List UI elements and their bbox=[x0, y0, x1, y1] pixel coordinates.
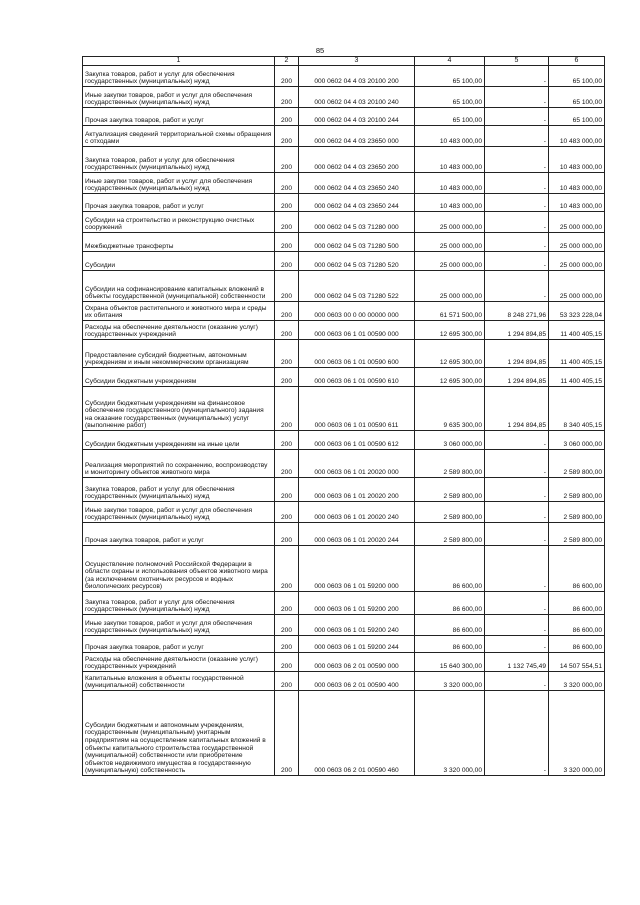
row-line-code: 200 bbox=[275, 387, 299, 431]
row-budget-code: 000 0603 06 1 01 00590 610 bbox=[299, 368, 415, 387]
row-approved: 2 589 800,00 bbox=[415, 478, 485, 502]
row-executed: - bbox=[485, 194, 549, 212]
table-row bbox=[83, 302, 605, 321]
row-name: Субсидии на софинансирование капитальных вложений в объекты государственной (муниципальной) собственности bbox=[83, 271, 275, 302]
row-name: Расходы на обеспечение деятельности (оказание услуг) государственных учреждений bbox=[83, 653, 275, 672]
row-remaining: 2 589 800,00 bbox=[549, 450, 605, 478]
table-row bbox=[83, 252, 605, 271]
row-line-code: 200 bbox=[275, 653, 299, 672]
row-line-code: 200 bbox=[275, 691, 299, 776]
row-budget-code: 000 0603 06 1 01 20020 200 bbox=[299, 478, 415, 502]
row-budget-code: 000 0602 04 4 03 20100 244 bbox=[299, 108, 415, 126]
table-row bbox=[83, 194, 605, 212]
header-cell-6: 6 bbox=[549, 57, 605, 66]
row-approved: 65 100,00 bbox=[415, 66, 485, 87]
row-name: Прочая закупка товаров, работ и услуг bbox=[83, 194, 275, 212]
row-line-code: 200 bbox=[275, 592, 299, 615]
header-cell-5: 5 bbox=[485, 57, 549, 66]
row-executed: - bbox=[485, 523, 549, 546]
row-budget-code: 000 0603 06 1 01 00590 600 bbox=[299, 340, 415, 368]
row-name: Прочая закупка товаров, работ и услуг bbox=[83, 108, 275, 126]
row-approved: 12 695 300,00 bbox=[415, 321, 485, 340]
row-remaining: 10 483 000,00 bbox=[549, 173, 605, 194]
row-approved: 12 695 300,00 bbox=[415, 340, 485, 368]
row-approved: 25 000 000,00 bbox=[415, 212, 485, 233]
row-remaining: 2 589 800,00 bbox=[549, 523, 605, 546]
row-remaining: 25 000 000,00 bbox=[549, 233, 605, 252]
row-approved: 86 600,00 bbox=[415, 546, 485, 592]
row-approved: 10 483 000,00 bbox=[415, 126, 485, 147]
row-budget-code: 000 0603 06 1 01 59200 200 bbox=[299, 592, 415, 615]
row-approved: 2 589 800,00 bbox=[415, 502, 485, 523]
row-approved: 15 640 300,00 bbox=[415, 653, 485, 672]
row-name: Прочая закупка товаров, работ и услуг bbox=[83, 636, 275, 653]
row-line-code: 200 bbox=[275, 450, 299, 478]
row-approved: 65 100,00 bbox=[415, 87, 485, 108]
row-budget-code: 000 0602 04 4 03 20100 200 bbox=[299, 66, 415, 87]
row-budget-code: 000 0603 06 2 01 00590 460 bbox=[299, 691, 415, 776]
table-row bbox=[83, 615, 605, 636]
table-row bbox=[83, 212, 605, 233]
row-line-code: 200 bbox=[275, 431, 299, 450]
row-budget-code: 000 0603 06 1 01 00590 611 bbox=[299, 387, 415, 431]
row-approved: 65 100,00 bbox=[415, 108, 485, 126]
row-budget-code: 000 0603 06 2 01 00590 400 bbox=[299, 672, 415, 691]
table-row bbox=[83, 478, 605, 502]
row-approved: 2 589 800,00 bbox=[415, 523, 485, 546]
table-row bbox=[83, 147, 605, 173]
row-remaining: 8 340 405,15 bbox=[549, 387, 605, 431]
row-remaining: 25 000 000,00 bbox=[549, 252, 605, 271]
row-approved: 3 320 000,00 bbox=[415, 672, 485, 691]
row-budget-code: 000 0603 00 0 00 00000 000 bbox=[299, 302, 415, 321]
header-cell-1: 1 bbox=[83, 57, 275, 66]
row-approved: 12 695 300,00 bbox=[415, 368, 485, 387]
row-line-code: 200 bbox=[275, 340, 299, 368]
row-approved: 9 635 300,00 bbox=[415, 387, 485, 431]
row-remaining: 65 100,00 bbox=[549, 108, 605, 126]
row-remaining: 2 589 800,00 bbox=[549, 478, 605, 502]
row-line-code: 200 bbox=[275, 66, 299, 87]
row-line-code: 200 bbox=[275, 252, 299, 271]
row-budget-code: 000 0603 06 1 01 59200 244 bbox=[299, 636, 415, 653]
row-budget-code: 000 0602 04 4 03 20100 240 bbox=[299, 87, 415, 108]
row-name: Иные закупки товаров, работ и услуг для обеспечения государственных (муниципальных) нужд bbox=[83, 87, 275, 108]
row-name: Межбюджетные трансферты bbox=[83, 233, 275, 252]
row-name: Прочая закупка товаров, работ и услуг bbox=[83, 523, 275, 546]
row-executed: - bbox=[485, 212, 549, 233]
row-approved: 10 483 000,00 bbox=[415, 147, 485, 173]
page-number: 85 bbox=[315, 46, 325, 55]
row-budget-code: 000 0602 04 4 03 23650 244 bbox=[299, 194, 415, 212]
table-row bbox=[83, 368, 605, 387]
row-line-code: 200 bbox=[275, 212, 299, 233]
row-approved: 61 571 500,00 bbox=[415, 302, 485, 321]
row-name: Закупка товаров, работ и услуг для обеспечения государственных (муниципальных) нужд bbox=[83, 592, 275, 615]
header-cell-3: 3 bbox=[299, 57, 415, 66]
table-row bbox=[83, 126, 605, 147]
row-remaining: 3 320 000,00 bbox=[549, 672, 605, 691]
row-approved: 86 600,00 bbox=[415, 636, 485, 653]
row-executed: - bbox=[485, 126, 549, 147]
row-line-code: 200 bbox=[275, 478, 299, 502]
table-row bbox=[83, 691, 605, 776]
row-name: Реализация мероприятий по сохранению, воспроизводству и мониторингу объектов животного мира bbox=[83, 450, 275, 478]
row-line-code: 200 bbox=[275, 147, 299, 173]
row-budget-code: 000 0603 06 1 01 20020 240 bbox=[299, 502, 415, 523]
row-budget-code: 000 0603 06 1 01 00590 612 bbox=[299, 431, 415, 450]
row-budget-code: 000 0603 06 2 01 00590 000 bbox=[299, 653, 415, 672]
row-remaining: 65 100,00 bbox=[549, 66, 605, 87]
table-row bbox=[83, 340, 605, 368]
row-budget-code: 000 0603 06 1 01 59200 240 bbox=[299, 615, 415, 636]
row-line-code: 200 bbox=[275, 502, 299, 523]
row-line-code: 200 bbox=[275, 302, 299, 321]
row-name: Субсидии бюджетным учреждениям на финансовое обеспечение государственного (муниципального) задания на оказание государственных (муниципальных) услуг (выполнение работ) bbox=[83, 387, 275, 431]
row-executed: - bbox=[485, 636, 549, 653]
row-name: Осуществление полномочий Российской Федерации в области охраны и использования объектов животного мира (за исключением охотничьих ресурсов и водных биологических ресурсов) bbox=[83, 546, 275, 592]
row-line-code: 200 bbox=[275, 523, 299, 546]
row-executed: 1 294 894,85 bbox=[485, 321, 549, 340]
row-name: Субсидии бюджетным учреждениям на иные цели bbox=[83, 431, 275, 450]
row-line-code: 200 bbox=[275, 271, 299, 302]
row-name: Закупка товаров, работ и услуг для обеспечения государственных (муниципальных) нужд bbox=[83, 66, 275, 87]
row-executed: - bbox=[485, 233, 549, 252]
row-budget-code: 000 0602 04 5 03 71280 000 bbox=[299, 212, 415, 233]
row-executed: 1 294 894,85 bbox=[485, 340, 549, 368]
row-budget-code: 000 0602 04 5 03 71280 522 bbox=[299, 271, 415, 302]
row-remaining: 10 483 000,00 bbox=[549, 126, 605, 147]
row-remaining: 11 400 405,15 bbox=[549, 340, 605, 368]
row-budget-code: 000 0603 06 1 01 00590 000 bbox=[299, 321, 415, 340]
row-budget-code: 000 0602 04 4 03 23650 200 bbox=[299, 147, 415, 173]
row-remaining: 65 100,00 bbox=[549, 87, 605, 108]
table-row bbox=[83, 546, 605, 592]
table-row bbox=[83, 387, 605, 431]
row-executed: - bbox=[485, 271, 549, 302]
row-executed: - bbox=[485, 546, 549, 592]
row-remaining: 3 060 000,00 bbox=[549, 431, 605, 450]
row-name: Закупка товаров, работ и услуг для обеспечения государственных (муниципальных) нужд bbox=[83, 478, 275, 502]
row-line-code: 200 bbox=[275, 615, 299, 636]
table-row bbox=[83, 108, 605, 126]
row-line-code: 200 bbox=[275, 233, 299, 252]
table-row bbox=[83, 66, 605, 87]
row-executed: - bbox=[485, 672, 549, 691]
row-line-code: 200 bbox=[275, 321, 299, 340]
row-approved: 10 483 000,00 bbox=[415, 173, 485, 194]
row-remaining: 86 600,00 bbox=[549, 592, 605, 615]
table-row bbox=[83, 173, 605, 194]
table-row bbox=[83, 672, 605, 691]
row-executed: - bbox=[485, 87, 549, 108]
row-line-code: 200 bbox=[275, 126, 299, 147]
row-line-code: 200 bbox=[275, 546, 299, 592]
row-executed: - bbox=[485, 252, 549, 271]
row-remaining: 86 600,00 bbox=[549, 546, 605, 592]
row-budget-code: 000 0602 04 5 03 71280 520 bbox=[299, 252, 415, 271]
row-executed: 1 132 745,49 bbox=[485, 653, 549, 672]
row-name: Предоставление субсидий бюджетным, автономным учреждениям и иным некоммерческим организациям bbox=[83, 340, 275, 368]
row-name: Субсидии бюджетным и автономным учреждениям, государственным (муниципальным) унитарным предприятиям на осуществление капитальных вложений в объекты капитального строительства государственной (муниципальной) собственности или приобретение объектов недвижимого имущества в государственную (муниципальную) собственность bbox=[83, 691, 275, 776]
row-name: Охрана объектов растительного и животного мира и среды их обитания bbox=[83, 302, 275, 321]
table-row bbox=[83, 233, 605, 252]
row-budget-code: 000 0603 06 1 01 20020 000 bbox=[299, 450, 415, 478]
row-name: Иные закупки товаров, работ и услуг для обеспечения государственных (муниципальных) нужд bbox=[83, 502, 275, 523]
table-row bbox=[83, 321, 605, 340]
row-remaining: 10 483 000,00 bbox=[549, 147, 605, 173]
row-name: Закупка товаров, работ и услуг для обеспечения государственных (муниципальных) нужд bbox=[83, 147, 275, 173]
row-name: Субсидии бюджетным учреждениям bbox=[83, 368, 275, 387]
row-remaining: 53 323 228,04 bbox=[549, 302, 605, 321]
table-row bbox=[83, 431, 605, 450]
row-executed: - bbox=[485, 450, 549, 478]
row-executed: - bbox=[485, 478, 549, 502]
row-budget-code: 000 0603 06 1 01 59200 000 bbox=[299, 546, 415, 592]
row-remaining: 86 600,00 bbox=[549, 636, 605, 653]
row-name: Капитальные вложения в объекты государственной (муниципальной) собственности bbox=[83, 672, 275, 691]
row-remaining: 14 507 554,51 bbox=[549, 653, 605, 672]
row-name: Субсидии на строительство и реконструкцию очистных сооружений bbox=[83, 212, 275, 233]
table-row bbox=[83, 653, 605, 672]
table-row bbox=[83, 450, 605, 478]
row-executed: - bbox=[485, 431, 549, 450]
budget-table bbox=[82, 56, 605, 776]
row-name: Иные закупки товаров, работ и услуг для обеспечения государственных (муниципальных) нужд bbox=[83, 173, 275, 194]
row-line-code: 200 bbox=[275, 636, 299, 653]
row-line-code: 200 bbox=[275, 368, 299, 387]
row-name: Расходы на обеспечение деятельности (оказание услуг) государственных учреждений bbox=[83, 321, 275, 340]
row-budget-code: 000 0603 06 1 01 20020 244 bbox=[299, 523, 415, 546]
table-row bbox=[83, 523, 605, 546]
row-remaining: 10 483 000,00 bbox=[549, 194, 605, 212]
row-budget-code: 000 0602 04 4 03 23650 240 bbox=[299, 173, 415, 194]
table-row bbox=[83, 271, 605, 302]
header-cell-4: 4 bbox=[415, 57, 485, 66]
row-executed: - bbox=[485, 691, 549, 776]
row-line-code: 200 bbox=[275, 173, 299, 194]
row-remaining: 11 400 405,15 bbox=[549, 321, 605, 340]
row-name: Актуализация сведений территориальной схемы обращения с отходами bbox=[83, 126, 275, 147]
row-approved: 3 060 000,00 bbox=[415, 431, 485, 450]
row-line-code: 200 bbox=[275, 87, 299, 108]
row-executed: - bbox=[485, 615, 549, 636]
row-approved: 25 000 000,00 bbox=[415, 233, 485, 252]
header-row bbox=[83, 57, 605, 66]
table-row bbox=[83, 592, 605, 615]
row-budget-code: 000 0602 04 5 03 71280 500 bbox=[299, 233, 415, 252]
row-executed: 8 248 271,96 bbox=[485, 302, 549, 321]
table-row bbox=[83, 636, 605, 653]
row-executed: - bbox=[485, 502, 549, 523]
row-approved: 25 000 000,00 bbox=[415, 252, 485, 271]
row-name: Субсидии bbox=[83, 252, 275, 271]
row-approved: 2 589 800,00 bbox=[415, 450, 485, 478]
row-remaining: 86 600,00 bbox=[549, 615, 605, 636]
row-remaining: 11 400 405,15 bbox=[549, 368, 605, 387]
row-budget-code: 000 0602 04 4 03 23650 000 bbox=[299, 126, 415, 147]
row-executed: - bbox=[485, 592, 549, 615]
row-approved: 86 600,00 bbox=[415, 592, 485, 615]
row-remaining: 25 000 000,00 bbox=[549, 212, 605, 233]
row-remaining: 3 320 000,00 bbox=[549, 691, 605, 776]
row-executed: - bbox=[485, 147, 549, 173]
row-approved: 3 320 000,00 bbox=[415, 691, 485, 776]
row-executed: - bbox=[485, 173, 549, 194]
row-name: Иные закупки товаров, работ и услуг для обеспечения государственных (муниципальных) нужд bbox=[83, 615, 275, 636]
table-row bbox=[83, 87, 605, 108]
row-line-code: 200 bbox=[275, 672, 299, 691]
row-approved: 86 600,00 bbox=[415, 615, 485, 636]
row-remaining: 2 589 800,00 bbox=[549, 502, 605, 523]
row-executed: 1 294 894,85 bbox=[485, 387, 549, 431]
row-approved: 10 483 000,00 bbox=[415, 194, 485, 212]
row-approved: 25 000 000,00 bbox=[415, 271, 485, 302]
row-line-code: 200 bbox=[275, 108, 299, 126]
table-row bbox=[83, 502, 605, 523]
row-remaining: 25 000 000,00 bbox=[549, 271, 605, 302]
row-executed: 1 294 894,85 bbox=[485, 368, 549, 387]
row-executed: - bbox=[485, 66, 549, 87]
row-executed: - bbox=[485, 108, 549, 126]
row-line-code: 200 bbox=[275, 194, 299, 212]
header-cell-2: 2 bbox=[275, 57, 299, 66]
